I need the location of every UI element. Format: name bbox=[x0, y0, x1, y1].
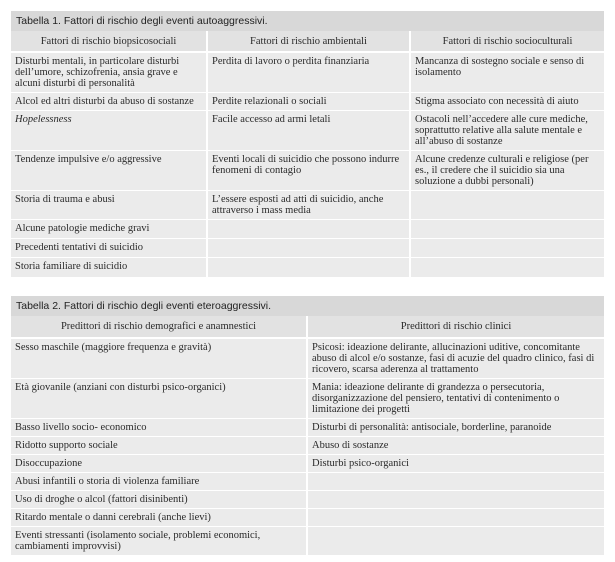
table-row bbox=[11, 491, 604, 509]
table-cell: Mancanza di sostegno sociale e senso di isolamento bbox=[410, 52, 604, 93]
column-header: Predittori di rischio clinici bbox=[307, 316, 604, 338]
table-cell: Perdita di lavoro o perdita finanziaria bbox=[207, 52, 410, 93]
table-cell: Alcune credenze culturali e religiose (per es., il credere che il suicidio sia una soluzione a dubbi personali) bbox=[410, 151, 604, 191]
table-cell: Tendenze impulsive e/o aggressive bbox=[11, 151, 207, 191]
table-cell bbox=[307, 527, 604, 556]
table-cell: Ritardo mentale o danni cerebrali (anche lievi) bbox=[11, 509, 307, 527]
table-cell bbox=[207, 258, 410, 278]
table-cell: Eventi stressanti (isolamento sociale, problemi economici, cambiamenti improvvisi) bbox=[11, 527, 307, 556]
table-cell: Disoccupazione bbox=[11, 455, 307, 473]
table-row bbox=[11, 338, 604, 379]
table-cell: Abuso di sostanze bbox=[307, 437, 604, 455]
table-row bbox=[11, 455, 604, 473]
table-cell: Sesso maschile (maggiore frequenza e gravità) bbox=[11, 338, 307, 379]
table-row bbox=[11, 473, 604, 491]
table-cell: L’essere esposti ad atti di suicidio, anche attraverso i mass media bbox=[207, 191, 410, 220]
column-header: Predittori di rischio demografici e anamnestici bbox=[11, 316, 307, 338]
table-cell: Facile accesso ad armi letali bbox=[207, 111, 410, 151]
table-header-row bbox=[11, 316, 604, 338]
table-cell bbox=[307, 509, 604, 527]
table2 bbox=[11, 316, 604, 556]
column-header: Fattori di rischio biopsicosociali bbox=[11, 31, 207, 52]
table-cell: Storia familiare di suicidio bbox=[11, 258, 207, 278]
table-cell: Basso livello socio- economico bbox=[11, 419, 307, 437]
table-cell: Perdite relazionali o sociali bbox=[207, 93, 410, 111]
table-cell: Ridotto supporto sociale bbox=[11, 437, 307, 455]
table-cell: Ostacoli nell’accedere alle cure mediche, soprattutto relative alla salute mentale e all’abuso di sostanze bbox=[410, 111, 604, 151]
table-row bbox=[11, 419, 604, 437]
table-heteroaggressive-risk bbox=[11, 296, 604, 556]
table-cell bbox=[410, 239, 604, 258]
table-cell: Disturbi mentali, in particolare disturbi dell’umore, schizofrenia, ansia grave e alcuni disturbi di personalità bbox=[11, 52, 207, 93]
table-cell: Disturbi psico-organici bbox=[307, 455, 604, 473]
table1 bbox=[11, 31, 604, 278]
table-cell: Hopelessness bbox=[11, 111, 207, 151]
table-row bbox=[11, 437, 604, 455]
table-cell: Uso di droghe o alcol (fattori disinibenti) bbox=[11, 491, 307, 509]
table-cell: Abusi infantili o storia di violenza familiare bbox=[11, 473, 307, 491]
table-row bbox=[11, 527, 604, 556]
table-row bbox=[11, 239, 604, 258]
table-row bbox=[11, 93, 604, 111]
table-cell: Precedenti tentativi di suicidio bbox=[11, 239, 207, 258]
table-cell bbox=[307, 491, 604, 509]
table-cell bbox=[207, 239, 410, 258]
table-cell: Età giovanile (anziani con disturbi psico-organici) bbox=[11, 379, 307, 419]
table1-caption: Tabella 1. Fattori di rischio degli eventi autoaggressivi. bbox=[11, 11, 604, 31]
table-cell: Psicosi: ideazione delirante, allucinazioni uditive, concomitante abuso di alcol e/o sostanze, fasi di acuzie del quadro clinico, fasi di ricovero, scarsa aderenza al trattamento bbox=[307, 338, 604, 379]
table-header-row bbox=[11, 31, 604, 52]
table-row bbox=[11, 509, 604, 527]
table-cell bbox=[410, 258, 604, 278]
table-row bbox=[11, 151, 604, 191]
table-cell: Disturbi di personalità: antisociale, borderline, paranoide bbox=[307, 419, 604, 437]
table-autoaggressive-risk bbox=[11, 11, 604, 278]
table-row bbox=[11, 258, 604, 278]
table2-caption: Tabella 2. Fattori di rischio degli eventi eteroaggressivi. bbox=[11, 296, 604, 316]
table-cell: Storia di trauma e abusi bbox=[11, 191, 207, 220]
table-row bbox=[11, 52, 604, 93]
table-row bbox=[11, 379, 604, 419]
table-cell: Alcol ed altri disturbi da abuso di sostanze bbox=[11, 93, 207, 111]
table-row bbox=[11, 111, 604, 151]
table-cell: Stigma associato con necessità di aiuto bbox=[410, 93, 604, 111]
table-cell bbox=[410, 220, 604, 239]
table-cell bbox=[410, 191, 604, 220]
table-row bbox=[11, 191, 604, 220]
column-header: Fattori di rischio socioculturali bbox=[410, 31, 604, 52]
table-cell bbox=[207, 220, 410, 239]
table-cell bbox=[307, 473, 604, 491]
table-row bbox=[11, 220, 604, 239]
table-cell: Eventi locali di suicidio che possono indurre fenomeni di contagio bbox=[207, 151, 410, 191]
column-header: Fattori di rischio ambientali bbox=[207, 31, 410, 52]
table-cell: Mania: ideazione delirante di grandezza o persecutoria, disorganizzazione del pensiero, tentativi di contenimento o limitazione dei progetti bbox=[307, 379, 604, 419]
table-cell: Alcune patologie mediche gravi bbox=[11, 220, 207, 239]
